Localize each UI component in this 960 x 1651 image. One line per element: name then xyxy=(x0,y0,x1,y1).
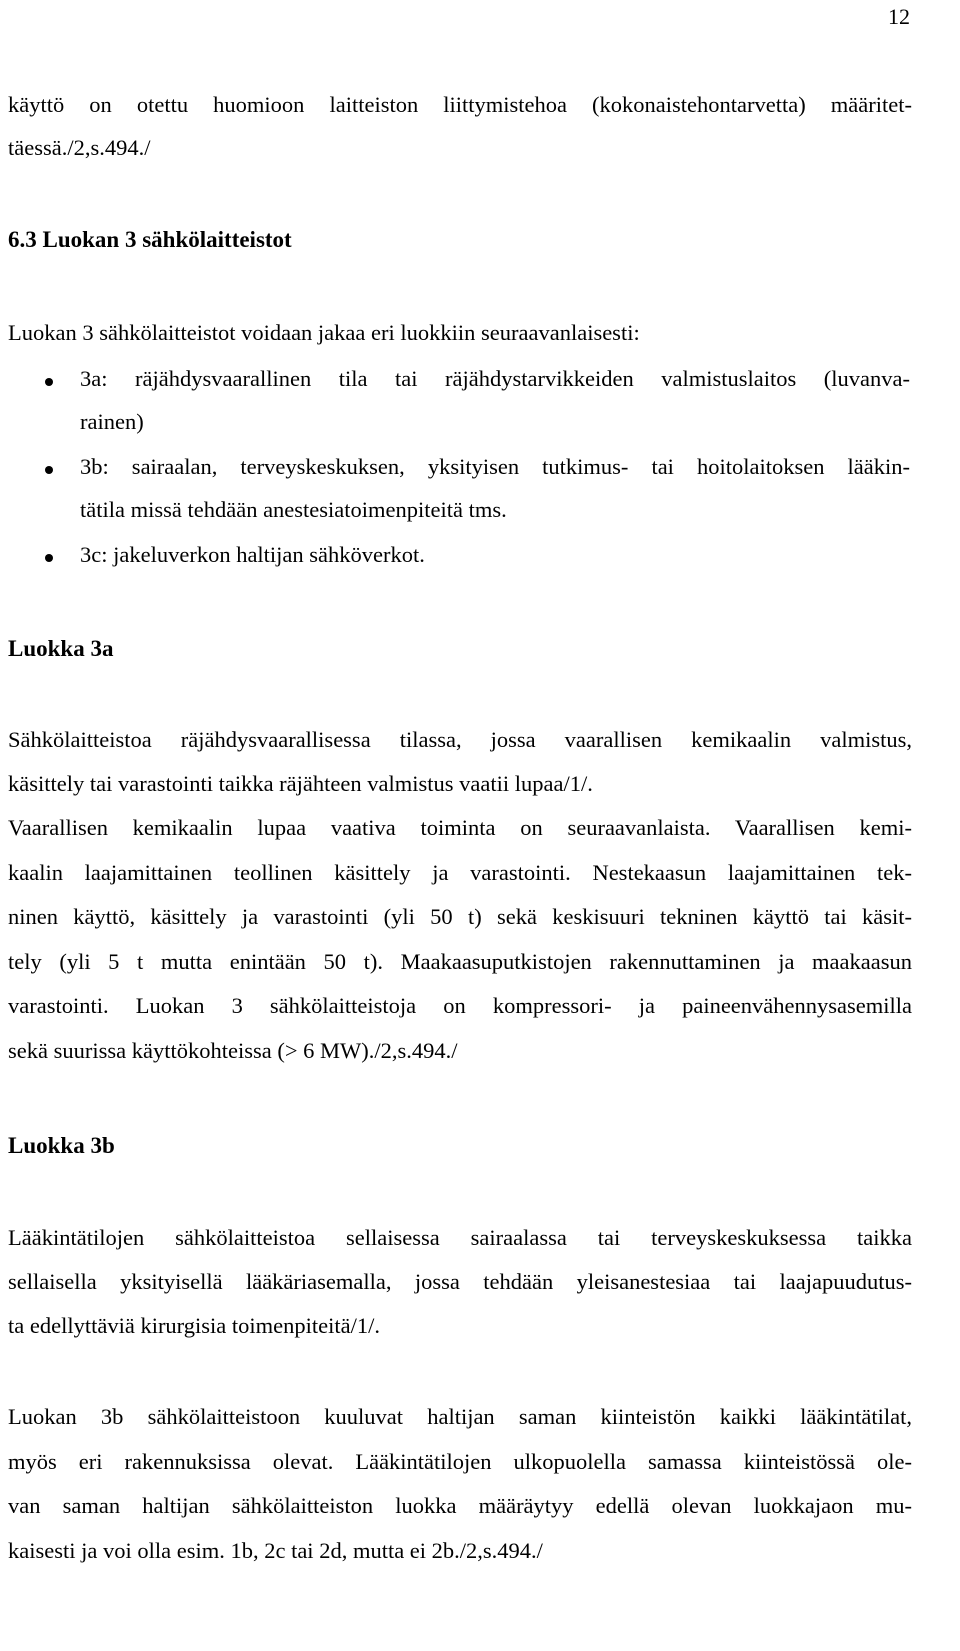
text-line: täessä./2,s.494./ xyxy=(8,135,151,160)
text-line: Vaarallisen kemikaalin lupaa vaativa toiminta on seuraavanlaista. Vaarallisen kemi- xyxy=(8,815,912,840)
text-line: Luokan 3b sähkölaitteistoon kuuluvat haltijan saman kiinteistön kaikki lääkintätilat, xyxy=(8,1404,912,1429)
text-line: kaisesti ja voi olla esim. 1b, 2c tai 2d, mutta ei 2b./2,s.494./ xyxy=(8,1538,543,1563)
text-line: myös eri rakennuksissa olevat. Lääkintätilojen ulkopuolella samassa kiinteistössä ole- xyxy=(8,1449,912,1474)
text-line: Sähkölaitteistoa räjähdysvaarallisessa tilassa, jossa vaarallisen kemikaalin valmistus, xyxy=(8,727,912,752)
page-number: 12 xyxy=(888,4,910,29)
list-item-text: tätila missä tehdään anestesiatoimenpiteitä tms. xyxy=(80,497,507,522)
text-line: ta edellyttäviä kirurgisia toimenpiteitä/1/. xyxy=(8,1313,380,1338)
section-lead: Luokan 3 sähkölaitteistot voidaan jakaa eri luokkiin seuraavanlaisesti: xyxy=(8,320,640,345)
section-heading: 6.3 Luokan 3 sähkölaitteistot xyxy=(8,227,292,252)
text-line: käyttö on otettu huomioon laitteiston liittymistehoa (kokonaistehontarvetta) määritet- xyxy=(8,92,912,117)
text-line: sekä suurissa käyttökohteissa (> 6 MW)./2,s.494./ xyxy=(8,1038,458,1063)
bullet-icon xyxy=(45,554,53,562)
list-item-text: rainen) xyxy=(80,409,144,434)
list-item-text: 3c: jakeluverkon haltijan sähköverkot. xyxy=(80,542,425,567)
text-line: sellaisella yksityisellä lääkäriasemalla, jossa tehdään yleisanestesiaa tai laajapuudutus- xyxy=(8,1269,912,1294)
list-item-text: 3a: räjähdysvaarallinen tila tai räjähdystarvikkeiden valmistuslaitos (luvanva- xyxy=(80,366,910,391)
bullet-icon xyxy=(45,466,53,474)
text-line: varastointi. Luokan 3 sähkölaitteistoja on kompressori- ja paineenvähennysasemilla xyxy=(8,993,912,1018)
text-line: tely (yli 5 t mutta enintään 50 t). Maakaasuputkistojen rakennuttaminen ja maakaasun xyxy=(8,949,912,974)
subsection-heading-3a: Luokka 3a xyxy=(8,636,114,661)
bullet-icon xyxy=(45,378,53,386)
text-line: ninen käyttö, käsittely ja varastointi (yli 50 t) sekä keskisuuri tekninen käyttö tai käsit- xyxy=(8,904,912,929)
list-item-text: 3b: sairaalan, terveyskeskuksen, yksityisen tutkimus- tai hoitolaitoksen lääkin- xyxy=(80,454,910,479)
subsection-heading-3b: Luokka 3b xyxy=(8,1133,115,1158)
text-line: van saman haltijan sähkölaitteiston luokka määräytyy edellä olevan luokkajaon mu- xyxy=(8,1493,912,1518)
text-line: käsittely tai varastointi taikka räjähteen valmistus vaatii lupaa/1/. xyxy=(8,771,593,796)
text-line: kaalin laajamittainen teollinen käsittely ja varastointi. Nestekaasun laajamittainen tek- xyxy=(8,860,912,885)
text-line: Lääkintätilojen sähkölaitteistoa sellaisessa sairaalassa tai terveyskeskuksessa taikka xyxy=(8,1225,912,1250)
